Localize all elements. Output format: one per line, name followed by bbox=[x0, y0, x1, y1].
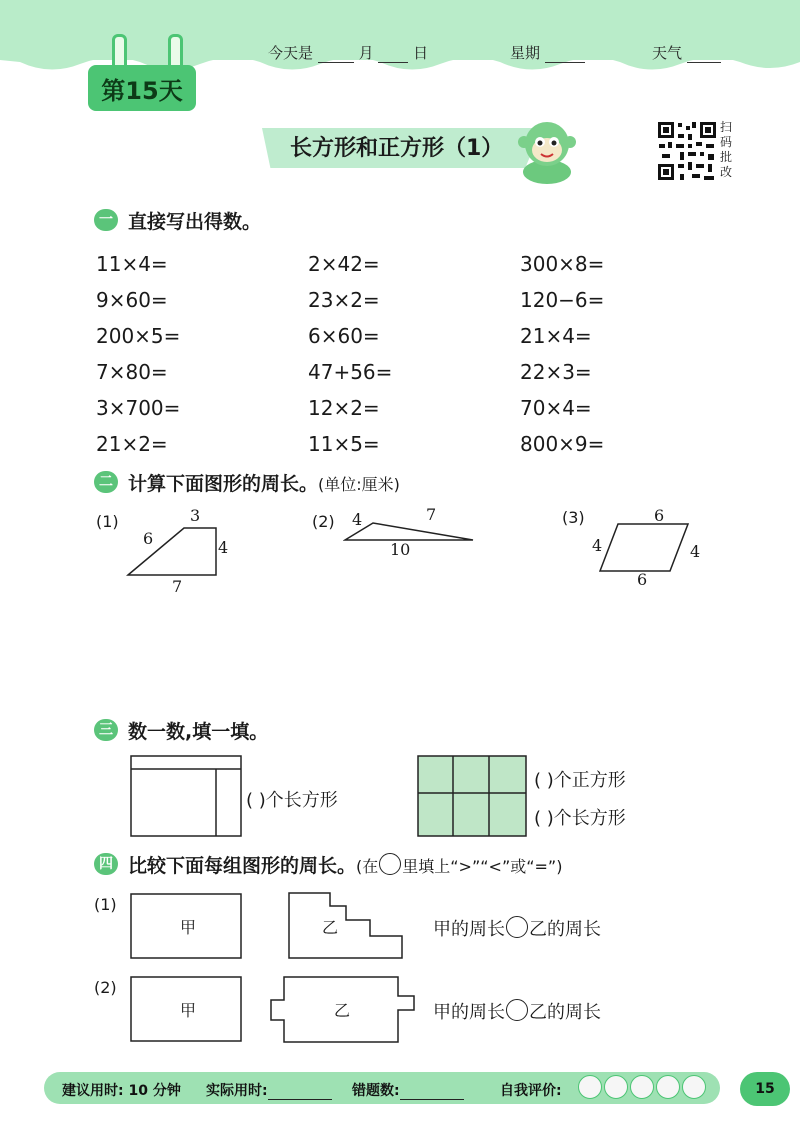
side-label: 6 bbox=[143, 529, 154, 548]
shape-jia-1-label: 甲 bbox=[180, 918, 197, 937]
day-label: 日 bbox=[413, 44, 429, 62]
section-2-title-text: 计算下面图形的周长。 bbox=[128, 473, 319, 495]
section-4-hint-a: (在 bbox=[356, 857, 379, 876]
calc-item: 2×42= bbox=[308, 252, 380, 276]
calc-item: 11×4= bbox=[96, 252, 168, 276]
qr-code-icon[interactable] bbox=[656, 120, 718, 182]
qr-caption bbox=[720, 120, 736, 180]
calc-item: 3×700= bbox=[96, 396, 181, 420]
compare-1-label: (1) bbox=[94, 895, 117, 914]
rating-face-icon[interactable] bbox=[656, 1075, 680, 1099]
calc-item: 11×5= bbox=[308, 432, 380, 456]
section-2-badge: 二 bbox=[94, 471, 118, 493]
shape-yi-2-label: 乙 bbox=[334, 1001, 351, 1020]
actual-time-blank[interactable] bbox=[268, 1085, 332, 1100]
calc-item: 70×4= bbox=[520, 396, 592, 420]
section-1-badge: 一 bbox=[94, 209, 118, 231]
weekday-blank[interactable] bbox=[545, 46, 585, 63]
error-count-blank[interactable] bbox=[400, 1085, 464, 1100]
section-4-badge: 四 bbox=[94, 853, 118, 875]
compare-text: 甲的周长 bbox=[433, 919, 505, 940]
actual-time-label: 实际用时: bbox=[206, 1083, 268, 1099]
section-2-title bbox=[128, 469, 400, 496]
parallelogram-figure bbox=[598, 521, 690, 573]
section-4-title bbox=[128, 851, 562, 878]
calc-item: 120−6= bbox=[520, 288, 605, 312]
calc-item: 800×9= bbox=[520, 432, 605, 456]
weather-label: 天气 bbox=[652, 44, 683, 62]
month-blank[interactable] bbox=[318, 46, 354, 63]
side-label: 10 bbox=[390, 540, 411, 559]
calc-item: 7×80= bbox=[96, 360, 168, 384]
qr-caption-char: 扫 bbox=[720, 120, 733, 134]
calc-item: 9×60= bbox=[96, 288, 168, 312]
calc-item: 21×2= bbox=[96, 432, 168, 456]
rating-face-icon[interactable] bbox=[578, 1075, 602, 1099]
section-3-badge: 三 bbox=[94, 719, 118, 741]
rating-face-icon[interactable] bbox=[604, 1075, 628, 1099]
compare-2-label: (2) bbox=[94, 978, 117, 997]
figure-3-label: (3) bbox=[562, 508, 585, 527]
compare-answer-circle[interactable] bbox=[506, 916, 528, 938]
square-count-answer[interactable]: ( )个正方形 bbox=[534, 770, 626, 791]
qr-caption-char: 改 bbox=[720, 165, 733, 179]
day-badge: 第15天 bbox=[88, 65, 196, 111]
weekday-label: 星期 bbox=[510, 44, 541, 62]
side-label: 4 bbox=[218, 538, 229, 557]
actual-time bbox=[206, 1080, 332, 1100]
squares-grid-figure bbox=[417, 755, 527, 837]
trapezoid-figure bbox=[126, 525, 222, 579]
rectangle-count-answer[interactable]: ( )个长方形 bbox=[246, 790, 338, 811]
section-2-unit: (单位:厘米) bbox=[318, 475, 400, 494]
side-label: 4 bbox=[592, 536, 603, 555]
self-eval-label: 自我评价: bbox=[500, 1083, 562, 1099]
today-label: 今天是 bbox=[268, 44, 314, 62]
shape-yi-1 bbox=[288, 892, 404, 960]
calc-item: 6×60= bbox=[308, 324, 380, 348]
section-4-title-text: 比较下面每组图形的周长。 bbox=[128, 855, 357, 877]
lesson-title: 长方形和正方形（1） bbox=[290, 136, 504, 161]
section-1-title: 直接写出得数。 bbox=[128, 211, 262, 233]
month-label: 月 bbox=[358, 44, 374, 62]
rating-face-icon[interactable] bbox=[682, 1075, 706, 1099]
side-label: 3 bbox=[190, 506, 201, 525]
figure-2-label: (2) bbox=[312, 512, 335, 531]
weather-blank[interactable] bbox=[687, 46, 721, 63]
side-label: 6 bbox=[637, 570, 648, 589]
compare-2-statement bbox=[433, 998, 601, 1024]
figure-1-label: (1) bbox=[96, 512, 119, 531]
error-count bbox=[352, 1080, 464, 1100]
side-label: 7 bbox=[172, 577, 183, 596]
side-label: 4 bbox=[690, 542, 701, 561]
compare-answer-circle[interactable] bbox=[506, 999, 528, 1021]
rating-face-icon[interactable] bbox=[630, 1075, 654, 1099]
calc-item: 12×2= bbox=[308, 396, 380, 420]
page-number: 15 bbox=[740, 1072, 790, 1106]
rectangles-figure bbox=[130, 755, 242, 837]
circle-icon bbox=[379, 853, 401, 875]
calc-item: 21×4= bbox=[520, 324, 592, 348]
compare-text: 乙的周长 bbox=[529, 1002, 601, 1023]
side-label: 6 bbox=[654, 506, 665, 525]
calc-item: 47+56= bbox=[308, 360, 393, 384]
date-line bbox=[268, 42, 428, 63]
rectangle-count-answer-2[interactable]: ( )个长方形 bbox=[534, 808, 626, 829]
suggested-time: 建议用时: 10 分钟 bbox=[62, 1083, 181, 1099]
qr-caption-char: 码 bbox=[720, 135, 733, 149]
day-blank[interactable] bbox=[378, 46, 408, 63]
monkey-mascot-icon bbox=[512, 110, 582, 188]
side-label: 4 bbox=[352, 510, 363, 529]
qr-caption-char: 批 bbox=[720, 150, 733, 164]
compare-1-statement bbox=[433, 915, 601, 941]
calc-item: 22×3= bbox=[520, 360, 592, 384]
compare-text: 甲的周长 bbox=[433, 1002, 505, 1023]
calc-item: 200×5= bbox=[96, 324, 181, 348]
calc-item: 23×2= bbox=[308, 288, 380, 312]
calc-item: 300×8= bbox=[520, 252, 605, 276]
shape-jia-2-label: 甲 bbox=[180, 1001, 197, 1020]
section-4-hint-b: 里填上“>”“<”或“=”) bbox=[402, 857, 563, 876]
error-count-label: 错题数: bbox=[352, 1083, 400, 1099]
compare-text: 乙的周长 bbox=[529, 919, 601, 940]
section-3-title: 数一数,填一填。 bbox=[128, 721, 269, 743]
side-label: 7 bbox=[426, 505, 437, 524]
weather-line bbox=[652, 42, 721, 63]
weekday-line bbox=[510, 42, 585, 63]
shape-yi-1-label: 乙 bbox=[322, 918, 339, 937]
